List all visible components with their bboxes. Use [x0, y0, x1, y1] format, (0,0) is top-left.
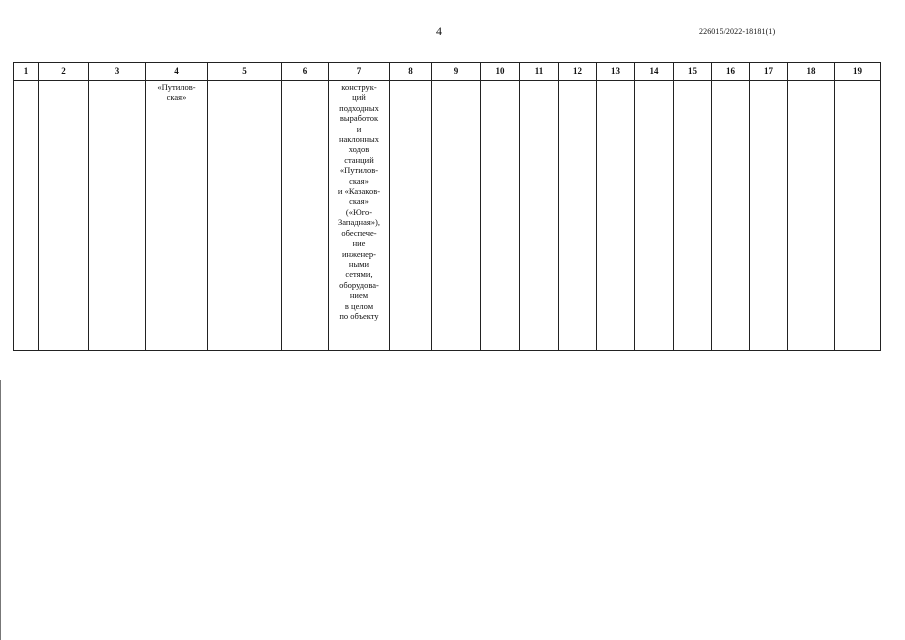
cell-col-5: [208, 81, 282, 351]
cell-col-9: [432, 81, 481, 351]
cell-col-12: [559, 81, 597, 351]
text-line: ская»: [166, 92, 187, 103]
column-number-row: [14, 63, 881, 81]
text-line: конструк-: [341, 82, 377, 92]
col-header-12: 12: [559, 63, 597, 81]
cell-col-3: [89, 81, 146, 351]
cell-col-18: [788, 81, 835, 351]
col-header-10: 10: [481, 63, 520, 81]
cell-col-6: [282, 81, 329, 351]
table-row: [14, 81, 881, 351]
data-table: [13, 62, 881, 351]
col-header-6: 6: [282, 63, 329, 81]
cell-col-1: [14, 81, 39, 351]
text-line: инженер-: [341, 248, 377, 259]
text-line: и: [356, 123, 362, 134]
col-header-7: 7: [329, 63, 390, 81]
text-line: станций: [344, 154, 374, 165]
cell-col-14: [635, 81, 674, 351]
text-line: наклонных: [338, 134, 379, 145]
text-line: («Юго-: [345, 206, 373, 217]
scan-margin-line: [0, 380, 1, 640]
page-number: 4: [436, 24, 442, 38]
col-header-2: 2: [39, 63, 89, 81]
cell-col-10: [481, 81, 520, 351]
cell-col-2: [39, 81, 89, 351]
text-line: ходов: [348, 144, 370, 155]
col-header-1: 1: [14, 63, 39, 81]
text-line: ние: [352, 238, 366, 249]
text-line: в целом: [344, 300, 374, 311]
text-line: сетями,: [345, 269, 373, 280]
text-line: «Путилов-: [157, 82, 196, 92]
col-header-11: 11: [520, 63, 559, 81]
cell-col-7: [329, 81, 390, 351]
col-header-13: 13: [597, 63, 635, 81]
work-description-text: [329, 81, 389, 321]
cell-col-11: [520, 81, 559, 351]
col-header-8: 8: [390, 63, 432, 81]
col-header-16: 16: [712, 63, 750, 81]
col-header-17: 17: [750, 63, 788, 81]
text-line: по объекту: [339, 310, 379, 321]
text-line: выработок: [339, 113, 379, 124]
text-line: ными: [348, 258, 370, 269]
station-name-text: [146, 81, 207, 103]
cell-col-4: [146, 81, 208, 351]
cell-col-17: [750, 81, 788, 351]
cell-col-16: [712, 81, 750, 351]
col-header-9: 9: [432, 63, 481, 81]
text-line: подходных: [339, 102, 379, 113]
text-line: ская»: [349, 196, 369, 207]
text-line: «Путилов-: [339, 165, 379, 176]
col-header-15: 15: [674, 63, 712, 81]
col-header-5: 5: [208, 63, 282, 81]
cell-col-13: [597, 81, 635, 351]
cell-col-8: [390, 81, 432, 351]
text-line: ций: [352, 92, 366, 103]
col-header-3: 3: [89, 63, 146, 81]
text-line: оборудова-: [339, 279, 379, 290]
text-line: Западная»),: [337, 217, 380, 228]
text-line: нием: [349, 290, 369, 301]
col-header-19: 19: [835, 63, 881, 81]
text-line: обеспече-: [341, 227, 377, 238]
col-header-18: 18: [788, 63, 835, 81]
document-id: 226015/2022-18181(1): [699, 27, 776, 36]
cell-col-19: [835, 81, 881, 351]
col-header-4: 4: [146, 63, 208, 81]
cell-col-15: [674, 81, 712, 351]
text-line: и «Казаков-: [337, 186, 381, 197]
text-line: ская»: [349, 175, 369, 186]
col-header-14: 14: [635, 63, 674, 81]
